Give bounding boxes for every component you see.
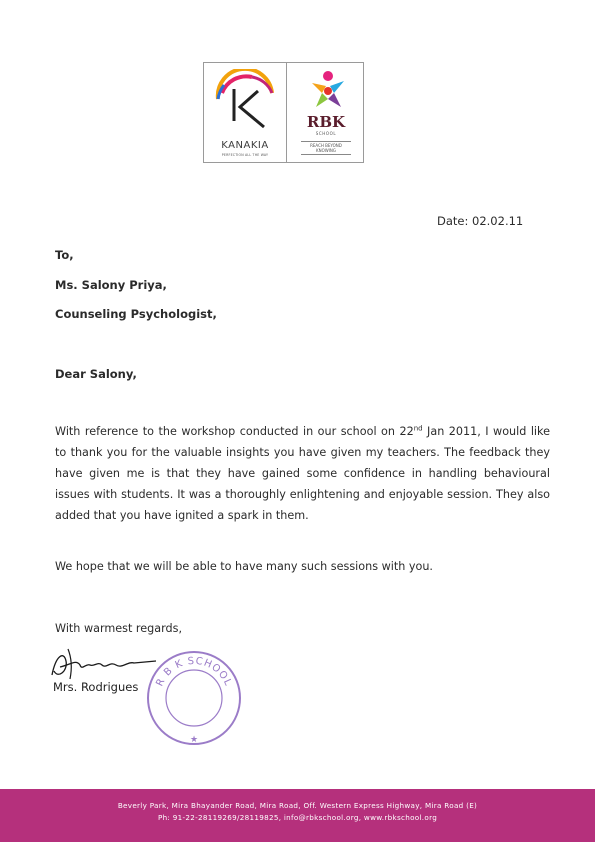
kanakia-name: KANAKIA (221, 140, 269, 151)
footer-contact: Ph: 91-22-28119269/28119825, info@rbkschool.org, www.rbkschool.org (157, 813, 438, 822)
letter-paragraph-1 (55, 421, 550, 526)
letterhead-logos (203, 62, 364, 163)
rbk-name: RBK (306, 113, 346, 131)
footer (0, 789, 595, 842)
rbk-school-label: SCHOOL (315, 131, 337, 136)
signatory-name: Mrs. Rodrigues (53, 680, 139, 694)
rbk-star-figure-icon (308, 69, 348, 109)
letter-to: To, (55, 248, 74, 262)
footer-address: Beverly Park, Mira Bhayander Road, Mira Road, Off. Western Express Highway, Mira Road (E) (117, 801, 478, 810)
para1-ordinal: nd (413, 424, 423, 433)
recipient-title: Counseling Psychologist, (55, 307, 217, 321)
letter-paragraph-2: We hope that we will be able to have many such sessions with you. (55, 560, 433, 573)
salutation: Dear Salony, (55, 367, 137, 381)
rbk-tagline-line-2: KNOWING (316, 148, 336, 153)
svg-text:★: ★ (189, 735, 199, 745)
kanakia-tagline: PERFECTION ALL THE WAY (221, 153, 269, 157)
para1-start: With reference to the workshop conducted in our school on 22 (55, 425, 414, 438)
letter-date: Date: 02.02.11 (437, 214, 524, 228)
rbk-tagline (301, 141, 351, 155)
rbk-tagline-line-1: REACH BEYOND (310, 143, 342, 148)
closing: With warmest regards, (55, 622, 183, 635)
signature (46, 645, 161, 685)
recipient-name: Ms. Salony Priya, (55, 278, 167, 292)
para1-rest: Jan 2011, I would like to thank you for the valuable insights you have given my teachers. The feedback they have given me is that they have gained some confidence in handling behavioural issues with students. It was a thoroughly enlightening and enjoyable session. They also added that you have ignited a spark in them. (55, 425, 551, 522)
stamp-text: R B K SCHOOL (154, 655, 234, 689)
kanakia-swoosh-icon (212, 69, 278, 135)
